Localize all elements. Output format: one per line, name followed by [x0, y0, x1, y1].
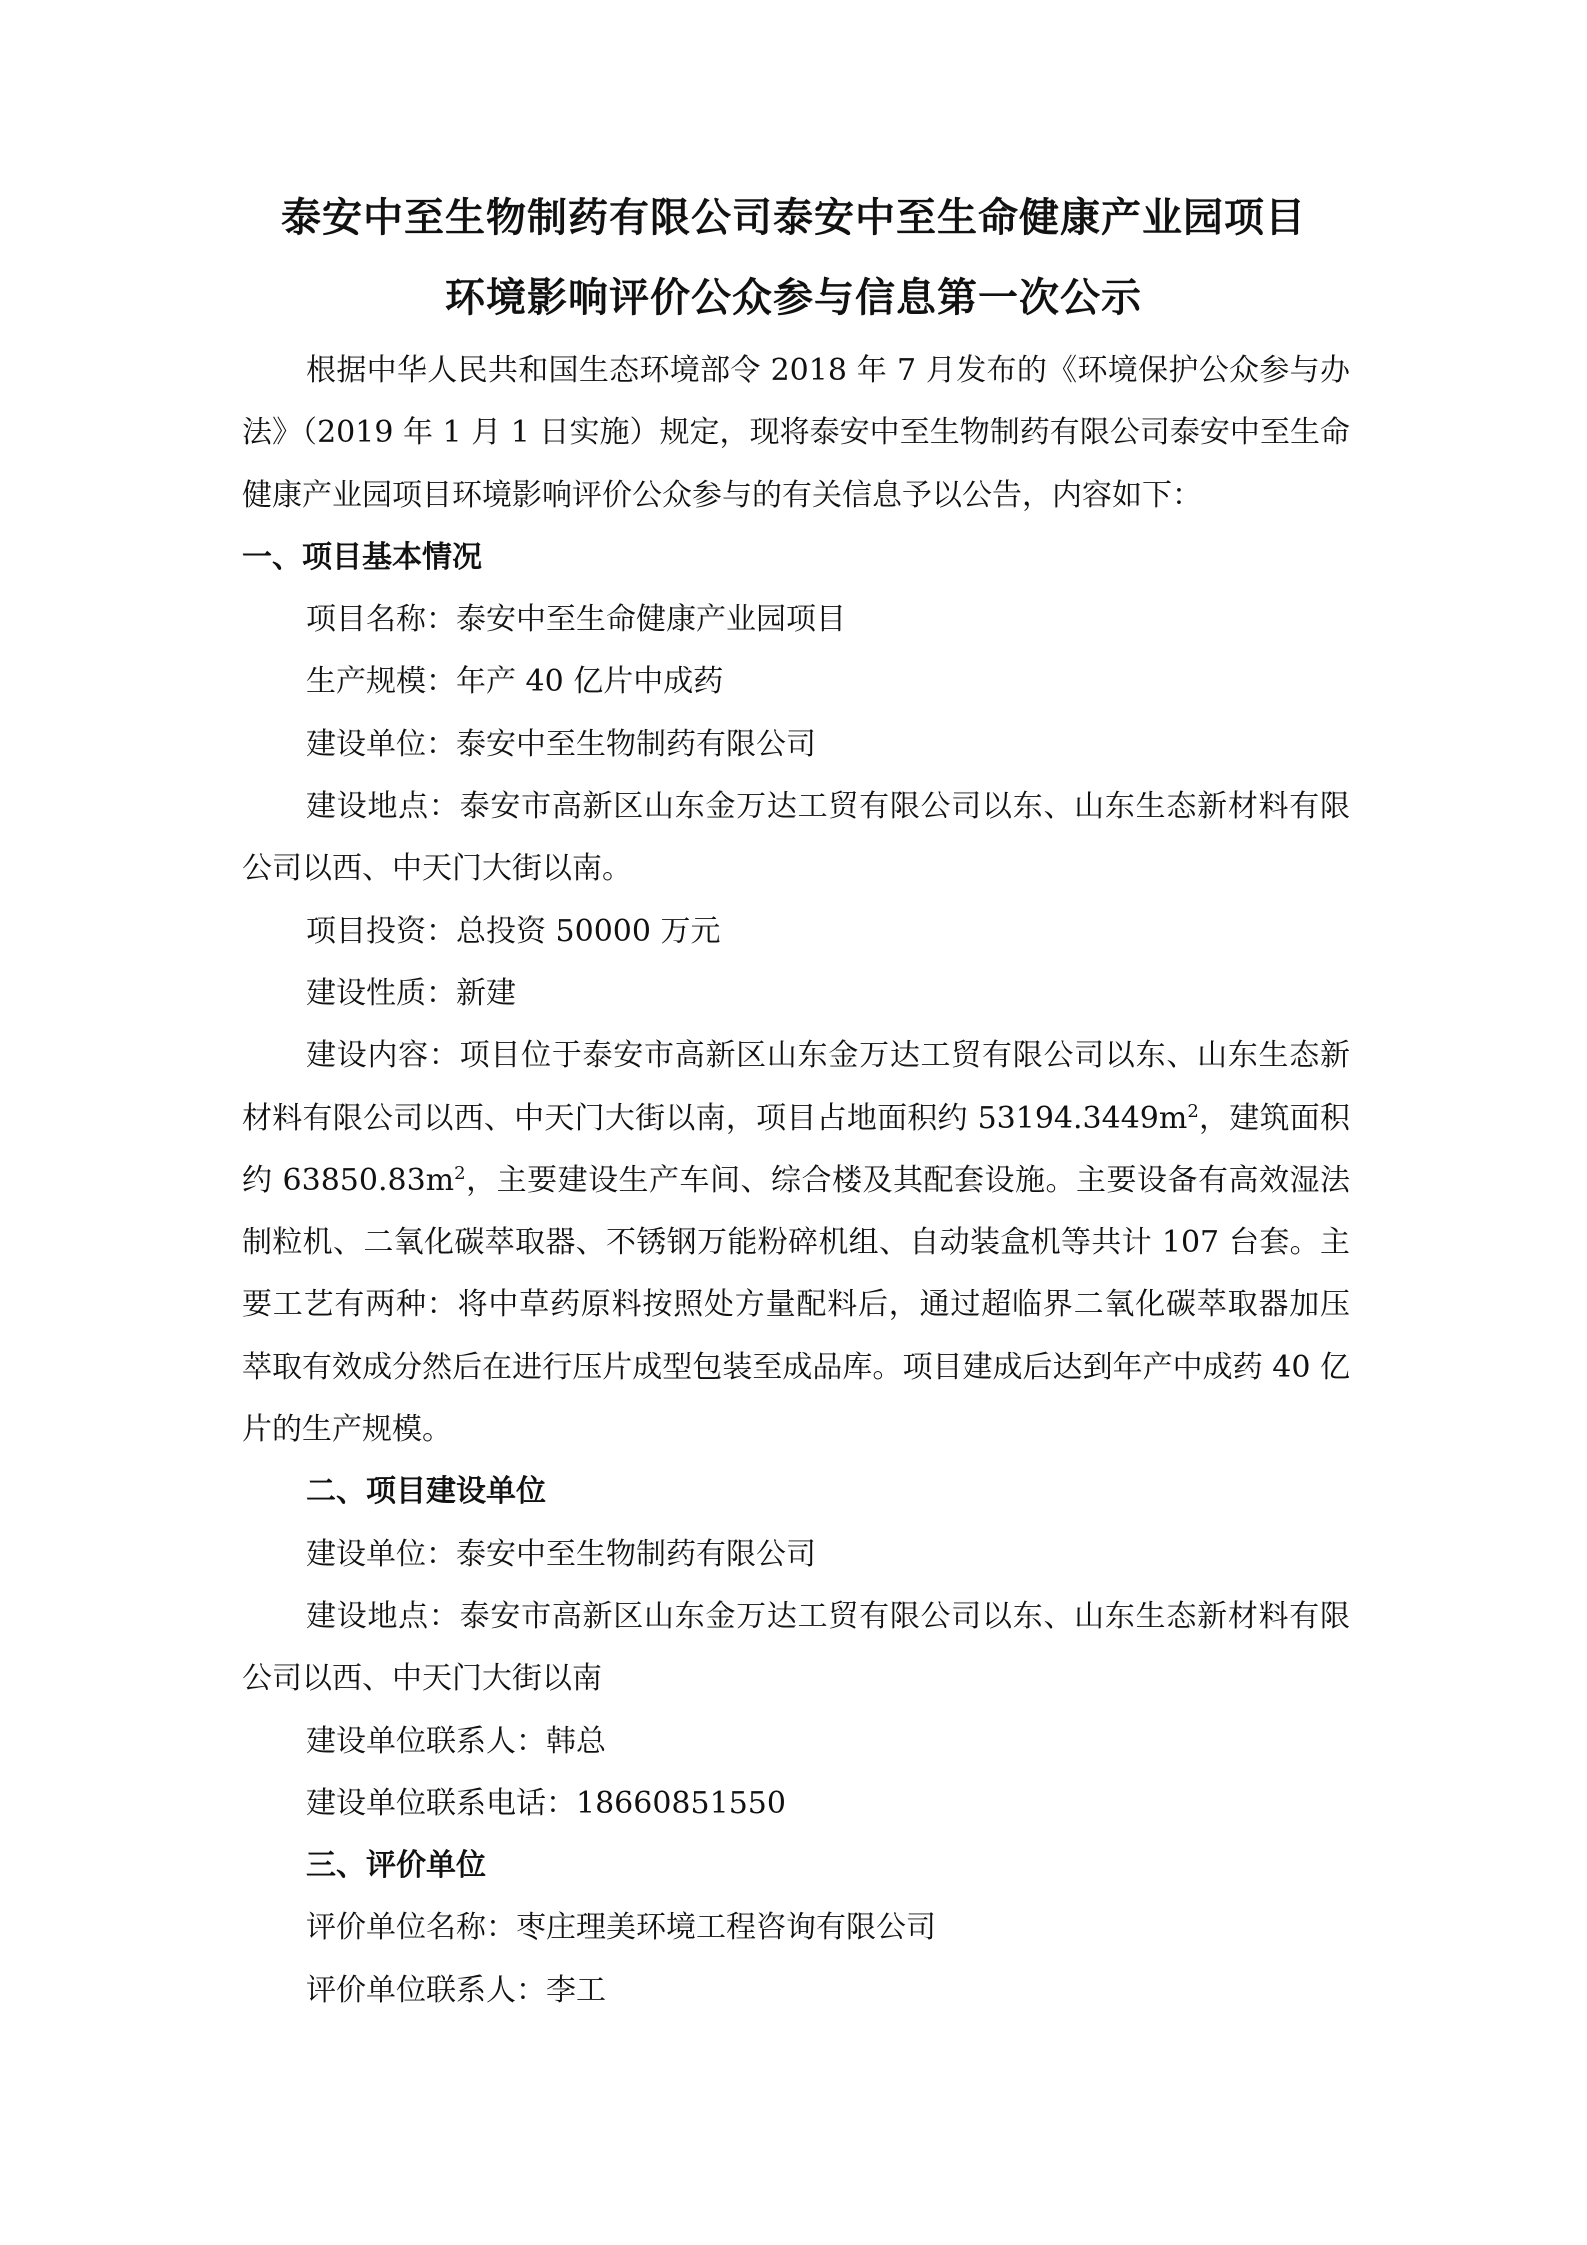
construction-unit: 建设单位：泰安中至生物制药有限公司	[306, 726, 816, 762]
construction-nature: 建设性质：新建	[306, 975, 516, 1011]
document-title-line-1: 泰安中至生物制药有限公司泰安中至生命健康产业园项目	[281, 195, 1306, 241]
content-part-a: 建设内容：项目位于泰安市高新区山东金万达工贸有限公司以东、山东生态新材料有限公司以西、中天门大街以南，项目占地面积约 53194.3449m	[242, 1038, 1350, 1136]
superscript-squared: 2	[1187, 1100, 1199, 1122]
builder-contact: 建设单位联系人：韩总	[306, 1723, 606, 1759]
evaluator-name: 评价单位名称：枣庄理美环境工程咨询有限公司	[306, 1910, 936, 1946]
document-body	[242, 340, 1350, 2022]
section-2-heading: 二、项目建设单位	[306, 1474, 546, 1510]
builder-unit: 建设单位：泰安中至生物制药有限公司	[306, 1536, 816, 1572]
project-name: 项目名称：泰安中至生命健康产业园项目	[306, 602, 846, 638]
section-3-heading: 三、评价单位	[306, 1848, 486, 1884]
intro-paragraph: 根据中华人民共和国生态环境部令 2018 年 7 月发布的《环境保护公众参与办法》（2019 年 1 月 1 日实施）规定，现将泰安中至生物制药有限公司泰安中至生命健康产业园项目环境影响评价公众参与的有关信息予以公告，内容如下：	[242, 353, 1350, 513]
content-part-c: ，主要建设生产车间、综合楼及其配套设施。主要设备有高效湿法制粒机、二氧化碳萃取器、不锈钢万能粉碎机组、自动装盒机等共计 107 台套。主要工艺有两种：将中草药原料按照处方量配料后，通过超临界二氧化碳萃取器加压萃取有效成分然后在进行压片成型包装至成品库。项目建成后达到年产中成药 40 亿片的生产规模。	[242, 1162, 1350, 1448]
content-part-b: ，建筑面积约 63850.83m	[242, 1100, 1351, 1198]
construction-location: 建设地点：泰安市高新区山东金万达工贸有限公司以东、山东生态新材料有限公司以西、中天门大街以南。	[242, 789, 1350, 887]
document-title-line-2: 环境影响评价公众参与信息第一次公示	[445, 275, 1142, 321]
construction-content	[242, 1025, 1350, 1461]
project-investment: 项目投资：总投资 50000 万元	[306, 913, 721, 949]
production-scale: 生产规模：年产 40 亿片中成药	[306, 664, 724, 700]
builder-phone: 建设单位联系电话：18660851550	[306, 1785, 786, 1821]
evaluator-contact: 评价单位联系人：李工	[306, 1972, 606, 2008]
section-1-heading: 一、项目基本情况	[242, 539, 482, 575]
superscript-squared: 2	[454, 1162, 466, 1184]
builder-location: 建设地点：泰安市高新区山东金万达工贸有限公司以东、山东生态新材料有限公司以西、中天门大街以南	[242, 1598, 1350, 1697]
